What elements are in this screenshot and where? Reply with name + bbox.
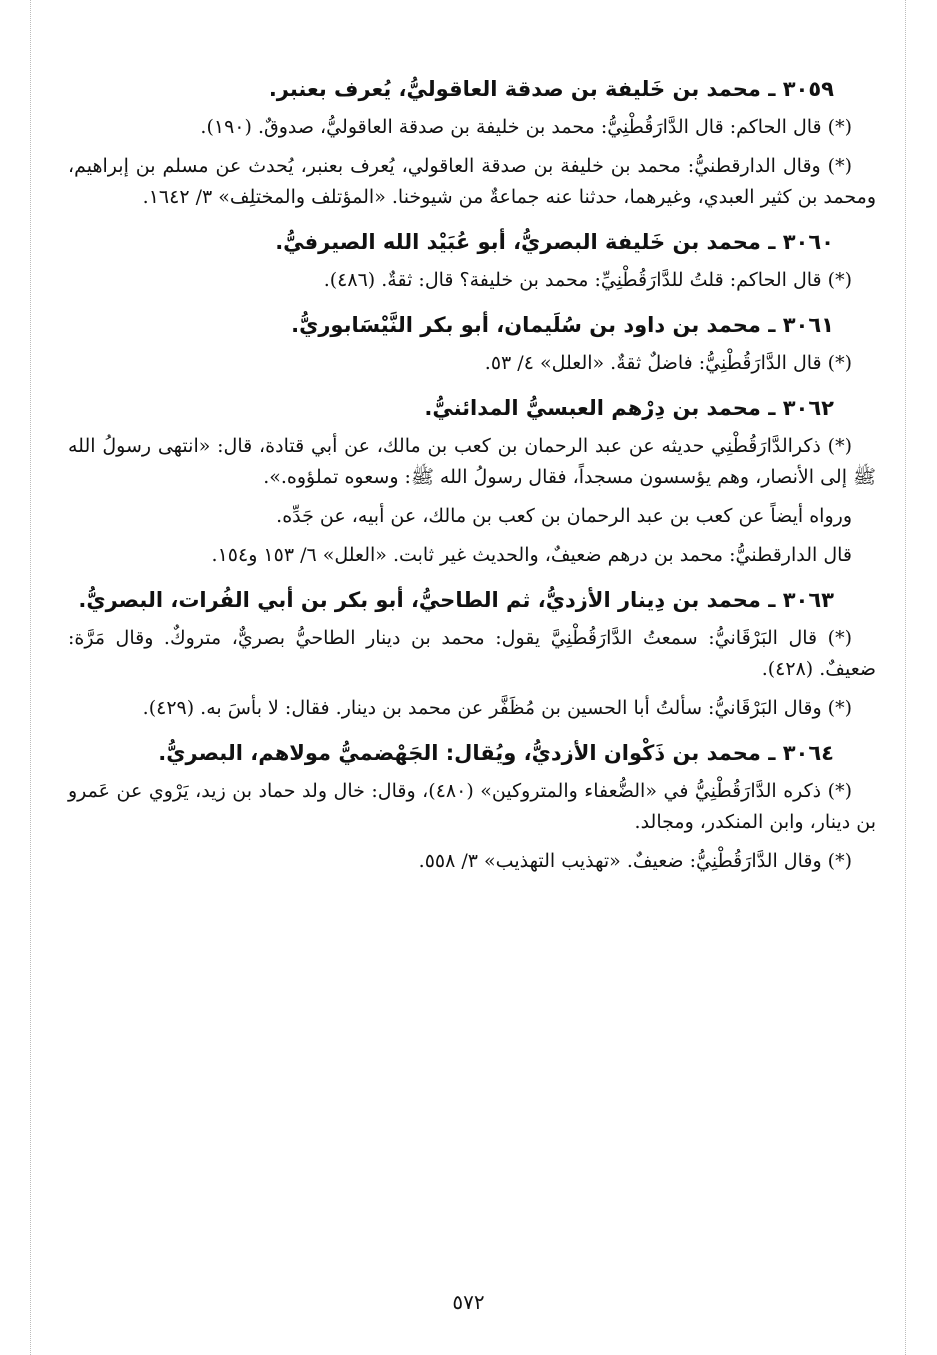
page-number: ٥٧٢ — [452, 1290, 485, 1314]
biography-entry — [68, 308, 876, 379]
entry-heading: ٣٠٦٠ ـ محمد بن خَليفة البصريُّ، أبو عُبَيْد الله الصيرفيُّ. — [275, 230, 834, 254]
entry-paragraph: (*) وقال البَرْقَانيُّ: سألتُ أبا الحسين بن مُظَفَّر عن محمد بن دينار. فقال: لا بأسَ به. (٤٢٩). — [142, 697, 852, 719]
document-page — [68, 60, 876, 1330]
entry-paragraph: (*) ذكره الدَّارَقُطْنِيُّ في «الضُّعفاء والمتروكين» (٤٨٠)، وقال: خال ولد حماد بن زيد، يَرْوي عن عَمرو بن دينار، وابن المنكدر، ومجالد. — [68, 780, 876, 833]
entry-paragraph: (*) قال الحاكم: قال الدَّارَقُطْنِيُّ: محمد بن خليفة بن صدقة العاقوليُّ، صدوقٌ. (١٩٠). — [200, 116, 852, 138]
margin-guide-right — [905, 0, 906, 1355]
entry-paragraph: (*) قال الدَّارَقُطْنِيُّ: فاضلٌ ثقةٌ. «العلل» ٤/ ٥٣. — [484, 352, 852, 374]
biography-entry — [68, 72, 876, 213]
entry-paragraph: (*) وقال الدَّارَقُطْنِيُّ: ضعيفٌ. «تهذيب التهذيب» ٣/ ٥٥٨. — [418, 850, 852, 872]
entry-paragraph: (*) ذكرالدَّارَقُطْنِي حديثه عن عبد الرحمان بن كعب بن مالك، عن أبي قتادة، قال: «انتهى رسولُ الله ﷺ إلى الأنصار، وهم يؤسسون مسجداً، فقال رسولُ الله ﷺ: وسعوه تملؤوه.». — [68, 435, 876, 488]
entry-heading: ٣٠٦١ ـ محمد بن داود بن سُلَيمان، أبو بكر النَّيْسَابوريُّ. — [291, 313, 834, 337]
entry-paragraph: ورواه أيضاً عن كعب بن عبد الرحمان بن كعب بن مالك، عن أبيه، عن جَدِّه. — [276, 505, 852, 527]
entry-heading: ٣٠٦٤ ـ محمد بن ذَكْوان الأزديُّ، ويُقال: الجَهْضميُّ مولاهم، البصريُّ. — [158, 741, 834, 765]
margin-guide-left — [30, 0, 31, 1355]
entry-heading: ٣٠٥٩ ـ محمد بن خَليفة بن صدقة العاقوليُّ، يُعرف بعنبر. — [268, 77, 834, 101]
biography-entry — [68, 391, 876, 571]
biography-entry — [68, 225, 876, 296]
entry-paragraph: (*) وقال الدارقطنيُّ: محمد بن خليفة بن صدقة العاقولي، يُعرف بعنبر، يُحدث عن مسلم بن إبراهيم، ومحمد بن كثير العبدي، وغيرهما، حدثنا عنه جماعةٌ من شيوخنا. «المؤتلف والمختلِف» ٣/ ١٦٤٢. — [68, 155, 876, 208]
entry-heading: ٣٠٦٣ ـ محمد بن دِينار الأزديُّ، ثم الطاحيُّ، أبو بكر بن أبي الفُرات، البصريُّ. — [78, 588, 834, 612]
entry-heading: ٣٠٦٢ ـ محمد بن دِرْهم العبسيُّ المدائنيُّ. — [424, 396, 834, 420]
entry-paragraph: (*) قال البَرْقَانيُّ: سمعتُ الدَّارَقُطْنِيَّ يقول: محمد بن دينار الطاحيُّ بصريٌّ، متروكٌ. وقال مَرَّة: ضعيفٌ. (٤٢٨). — [68, 627, 876, 680]
entry-paragraph: قال الدارقطنيُّ: محمد بن درهم ضعيفٌ، والحديث غير ثابت. «العلل» ٦/ ١٥٣ و١٥٤. — [211, 544, 852, 566]
entry-paragraph: (*) قال الحاكم: قلتُ للدَّارَقُطْنِيِّ: محمد بن خليفة؟ قال: ثقةٌ. (٤٨٦). — [323, 269, 852, 291]
biography-entry — [68, 583, 876, 724]
biography-entry — [68, 736, 876, 877]
